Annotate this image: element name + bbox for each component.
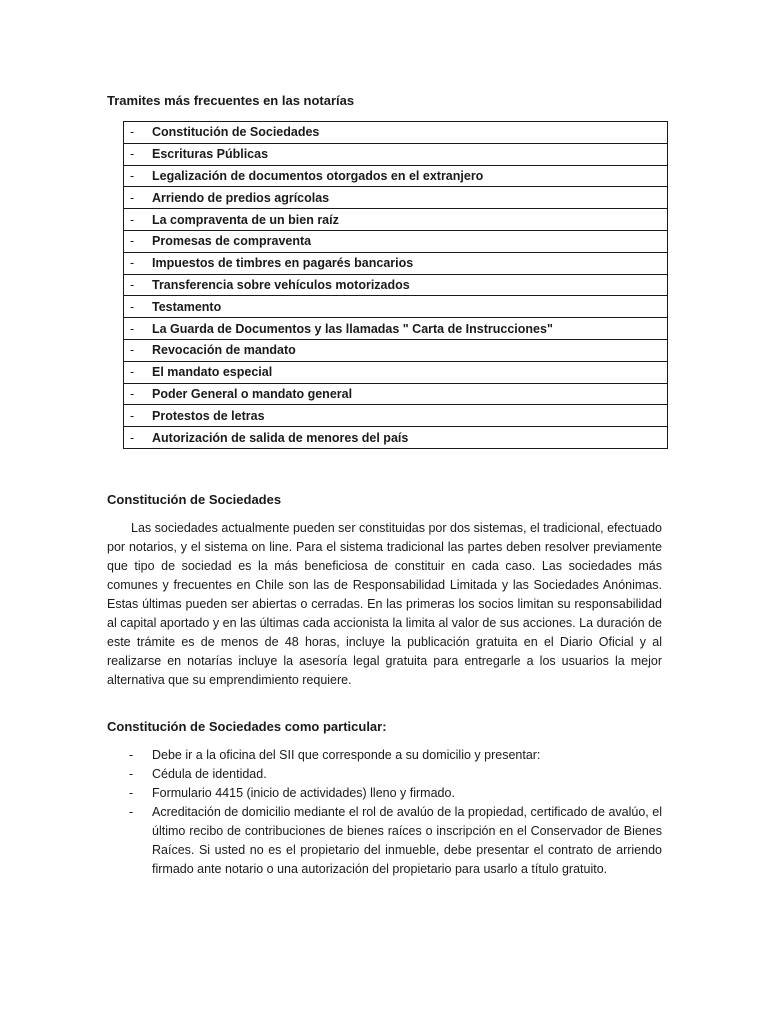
row-dash: -: [124, 383, 153, 405]
row-label: Autorización de salida de menores del país: [152, 427, 668, 449]
table-row: [124, 143, 668, 165]
row-label: El mandato especial: [152, 361, 668, 383]
table-row: [124, 383, 668, 405]
table-row: [124, 296, 668, 318]
row-dash: -: [124, 165, 153, 187]
row-dash: -: [124, 187, 153, 209]
table-row: [124, 209, 668, 231]
list-item: [107, 765, 662, 784]
table-row: [124, 274, 668, 296]
constitucion-heading: Constitución de Sociedades: [107, 492, 282, 507]
row-dash: -: [124, 405, 153, 427]
list-item-text: Formulario 4415 (inicio de actividades) lleno y firmado.: [152, 786, 455, 800]
tramites-heading: Tramites más frecuentes en las notarías: [107, 93, 355, 108]
constitucion-paragraph: Las sociedades actualmente pueden ser constituidas por dos sistemas, el tradicional, efectuado por notarios, y el sistema on line. Para el sistema tradicional las partes deben resolver previamente que tipo de sociedad es la más beneficiosa de constituir en cada caso. Las sociedades más comunes y frecuentes en Chile son las de Responsabilidad Limitada y las Sociedades Anónimas. Estas últimas pueden ser abiertas o cerradas. En las primeras los socios limitan su responsabilidad al capital aportado y en las últimas cada accionista la limita al valor de sus acciones. La duración de este trámite es de menos de 48 horas, incluye la publicación gratuita en el Diario Oficial y al realizarse en notarías incluye la asesoría legal gratuita para entregarle a los usuarios la mejor alternativa que su emprendimiento requiere.: [107, 521, 662, 687]
row-label: Promesas de compraventa: [152, 230, 668, 252]
bullet-dash: -: [129, 748, 134, 762]
requirements-list: [107, 746, 662, 879]
bullet-dash: -: [129, 767, 134, 781]
row-label: Legalización de documentos otorgados en el extranjero: [152, 165, 668, 187]
row-label: Impuestos de timbres en pagarés bancarios: [152, 252, 668, 274]
row-dash: -: [124, 318, 153, 340]
row-label: Testamento: [152, 296, 668, 318]
list-item: [107, 803, 662, 879]
row-dash: -: [124, 209, 153, 231]
table-row: [124, 339, 668, 361]
list-item-text: Acreditación de domicilio mediante el rol de avalúo de la propiedad, certificado de avalúo, el último recibo de contribuciones de bienes raíces o inscripción en el Conservador de Bienes Raíces. Si usted no es el propietario del inmueble, debe presentar el contrato de arriendo firmado ante notario o una autorización del propietario para usarlo a título gratuito.: [152, 805, 662, 876]
tramites-table: [123, 121, 668, 449]
list-item-text: Cédula de identidad.: [152, 767, 267, 781]
table-row: [124, 165, 668, 187]
row-label: La compraventa de un bien raíz: [152, 209, 668, 231]
table-row: [124, 318, 668, 340]
row-dash: -: [124, 143, 153, 165]
particular-heading: Constitución de Sociedades como particular:: [107, 719, 387, 734]
row-dash: -: [124, 361, 153, 383]
row-label: Protestos de letras: [152, 405, 668, 427]
list-item-text: Debe ir a la oficina del SII que corresponde a su domicilio y presentar:: [152, 748, 541, 762]
list-item: [107, 746, 662, 765]
row-dash: -: [124, 339, 153, 361]
row-dash: -: [124, 274, 153, 296]
table-row: [124, 187, 668, 209]
row-label: Constitución de Sociedades: [152, 122, 668, 144]
row-label: Arriendo de predios agrícolas: [152, 187, 668, 209]
table-row: [124, 405, 668, 427]
table-row: [124, 122, 668, 144]
row-dash: -: [124, 230, 153, 252]
row-label: Escrituras Públicas: [152, 143, 668, 165]
table-row: [124, 230, 668, 252]
bullet-dash: -: [129, 786, 134, 800]
row-label: Poder General o mandato general: [152, 383, 668, 405]
table-row: [124, 361, 668, 383]
row-label: Transferencia sobre vehículos motorizados: [152, 274, 668, 296]
row-dash: -: [124, 427, 153, 449]
table-row: [124, 427, 668, 449]
list-item: [107, 784, 662, 803]
row-label: La Guarda de Documentos y las llamadas " Carta de Instrucciones": [152, 318, 668, 340]
row-dash: -: [124, 252, 153, 274]
table-row: [124, 252, 668, 274]
row-label: Revocación de mandato: [152, 339, 668, 361]
row-dash: -: [124, 296, 153, 318]
row-dash: -: [124, 122, 153, 144]
bullet-dash: -: [129, 805, 134, 819]
